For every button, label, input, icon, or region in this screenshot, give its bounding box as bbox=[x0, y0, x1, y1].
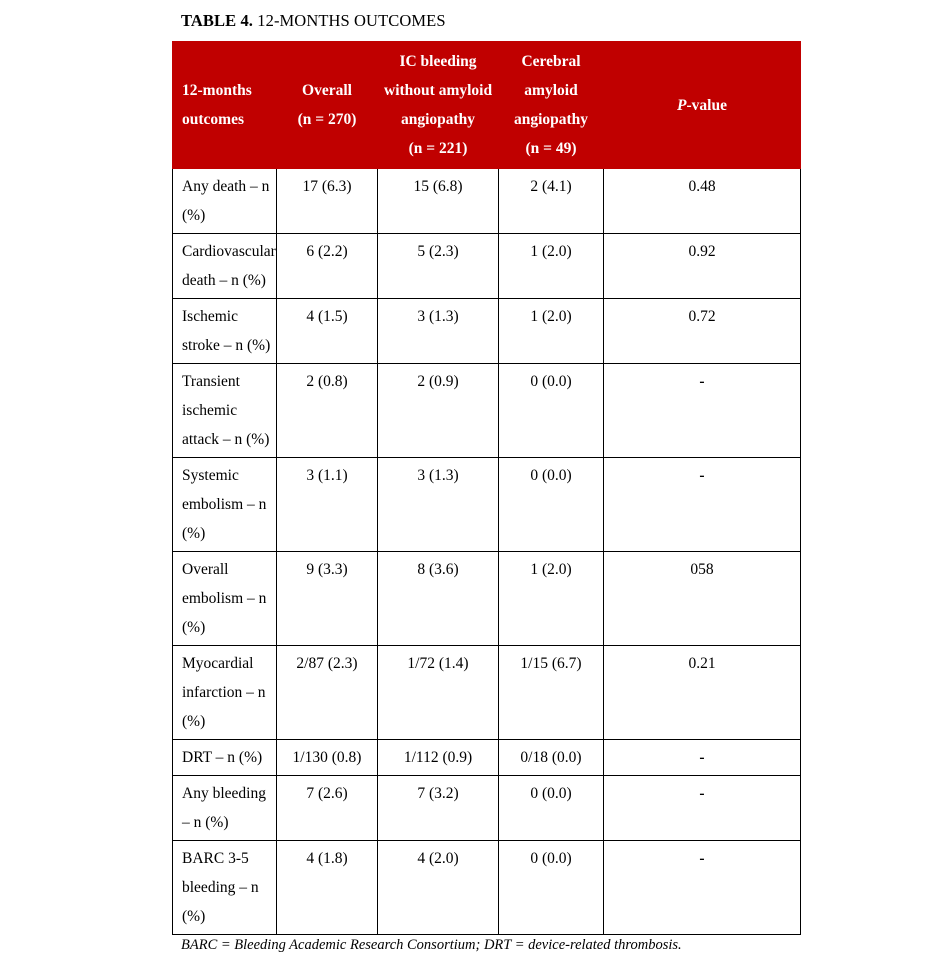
row-label: Ischemic stroke – n (%) bbox=[173, 299, 277, 364]
header-line: (n = 270) bbox=[297, 111, 357, 128]
cell-ic-bleeding-without-amyloid: 1/72 (1.4) bbox=[378, 646, 499, 740]
header-cell-cerebral-amyloid-angiopathy bbox=[499, 42, 604, 169]
table-body bbox=[173, 169, 801, 935]
cell-ic-bleeding-without-amyloid: 3 (1.3) bbox=[378, 299, 499, 364]
header-line: angiopathy bbox=[513, 111, 589, 128]
table-row bbox=[173, 299, 801, 364]
cell-cerebral-amyloid-angiopathy: 1 (2.0) bbox=[499, 234, 604, 299]
cell-overall: 4 (1.8) bbox=[277, 841, 378, 935]
cell-p-value: 058 bbox=[604, 552, 801, 646]
table-caption-text: 12-MONTHS OUTCOMES bbox=[253, 11, 446, 30]
cell-p-value: - bbox=[604, 740, 801, 776]
cell-overall: 17 (6.3) bbox=[277, 169, 378, 234]
row-label: Systemic embolism – n (%) bbox=[173, 458, 277, 552]
cell-cerebral-amyloid-angiopathy: 0 (0.0) bbox=[499, 458, 604, 552]
cell-ic-bleeding-without-amyloid: 8 (3.6) bbox=[378, 552, 499, 646]
cell-ic-bleeding-without-amyloid: 7 (3.2) bbox=[378, 776, 499, 841]
table-caption-label: TABLE 4. bbox=[181, 11, 254, 30]
table-row bbox=[173, 552, 801, 646]
cell-overall: 6 (2.2) bbox=[277, 234, 378, 299]
cell-cerebral-amyloid-angiopathy: 2 (4.1) bbox=[499, 169, 604, 234]
header-line-p-value bbox=[610, 91, 794, 120]
cell-ic-bleeding-without-amyloid: 1/112 (0.9) bbox=[378, 740, 499, 776]
row-label: Transient ischemic attack – n (%) bbox=[173, 364, 277, 458]
row-label: Myocardial infarction – n (%) bbox=[173, 646, 277, 740]
table-header bbox=[173, 42, 801, 169]
row-label: Any death – n (%) bbox=[173, 169, 277, 234]
table-row bbox=[173, 364, 801, 458]
cell-p-value: - bbox=[604, 841, 801, 935]
cell-ic-bleeding-without-amyloid: 15 (6.8) bbox=[378, 169, 499, 234]
cell-cerebral-amyloid-angiopathy: 1 (2.0) bbox=[499, 552, 604, 646]
cell-overall: 3 (1.1) bbox=[277, 458, 378, 552]
header-row bbox=[173, 42, 801, 169]
cell-ic-bleeding-without-amyloid: 5 (2.3) bbox=[378, 234, 499, 299]
header-line: IC bleeding bbox=[399, 53, 477, 70]
cell-ic-bleeding-without-amyloid: 2 (0.9) bbox=[378, 364, 499, 458]
cell-overall: 1/130 (0.8) bbox=[277, 740, 378, 776]
table-row bbox=[173, 169, 801, 234]
cell-ic-bleeding-without-amyloid: 3 (1.3) bbox=[378, 458, 499, 552]
table-row bbox=[173, 234, 801, 299]
table-row bbox=[173, 841, 801, 935]
table-caption bbox=[181, 11, 446, 31]
cell-overall: 2 (0.8) bbox=[277, 364, 378, 458]
cell-p-value: 0.92 bbox=[604, 234, 801, 299]
cell-overall: 9 (3.3) bbox=[277, 552, 378, 646]
row-label: Any bleeding – n (%) bbox=[173, 776, 277, 841]
cell-p-value: 0.72 bbox=[604, 299, 801, 364]
header-line: amyloid bbox=[524, 82, 578, 99]
table-row bbox=[173, 458, 801, 552]
header-cell-overall bbox=[277, 42, 378, 169]
table-row bbox=[173, 646, 801, 740]
header-cell-ic-bleeding-without-amyloid bbox=[378, 42, 499, 169]
row-label: Overall embolism – n (%) bbox=[173, 552, 277, 646]
header-cell-p-value bbox=[604, 42, 801, 169]
header-line: 12-months bbox=[182, 82, 252, 99]
header-line: outcomes bbox=[182, 111, 244, 128]
header-cell-outcomes bbox=[173, 42, 277, 169]
header-line: (n = 49) bbox=[525, 140, 577, 157]
row-label: DRT – n (%) bbox=[173, 740, 277, 776]
cell-cerebral-amyloid-angiopathy: 0 (0.0) bbox=[499, 841, 604, 935]
cell-overall: 2/87 (2.3) bbox=[277, 646, 378, 740]
cell-p-value: 0.48 bbox=[604, 169, 801, 234]
cell-p-value: - bbox=[604, 364, 801, 458]
cell-ic-bleeding-without-amyloid: 4 (2.0) bbox=[378, 841, 499, 935]
cell-p-value: 0.21 bbox=[604, 646, 801, 740]
cell-cerebral-amyloid-angiopathy: 0 (0.0) bbox=[499, 776, 604, 841]
cell-cerebral-amyloid-angiopathy: 1 (2.0) bbox=[499, 299, 604, 364]
header-line: angiopathy bbox=[400, 111, 476, 128]
cell-overall: 4 (1.5) bbox=[277, 299, 378, 364]
table-footnote: BARC = Bleeding Academic Research Consortium; DRT = device-related thrombosis. bbox=[181, 937, 682, 953]
table-row bbox=[173, 740, 801, 776]
cell-p-value: - bbox=[604, 776, 801, 841]
cell-overall: 7 (2.6) bbox=[277, 776, 378, 841]
outcomes-table bbox=[172, 41, 801, 935]
p-value-italic-p: P bbox=[677, 96, 687, 114]
cell-cerebral-amyloid-angiopathy: 0 (0.0) bbox=[499, 364, 604, 458]
row-label: Cardiovascular death – n (%) bbox=[173, 234, 277, 299]
header-line: Overall bbox=[302, 82, 352, 99]
header-line: (n = 221) bbox=[408, 140, 468, 157]
header-line: without amyloid bbox=[384, 82, 493, 99]
cell-cerebral-amyloid-angiopathy: 0/18 (0.0) bbox=[499, 740, 604, 776]
header-line: Cerebral bbox=[521, 53, 581, 70]
cell-cerebral-amyloid-angiopathy: 1/15 (6.7) bbox=[499, 646, 604, 740]
p-value-suffix: -value bbox=[686, 96, 727, 114]
table-row bbox=[173, 776, 801, 841]
cell-p-value: - bbox=[604, 458, 801, 552]
row-label: BARC 3-5 bleeding – n (%) bbox=[173, 841, 277, 935]
